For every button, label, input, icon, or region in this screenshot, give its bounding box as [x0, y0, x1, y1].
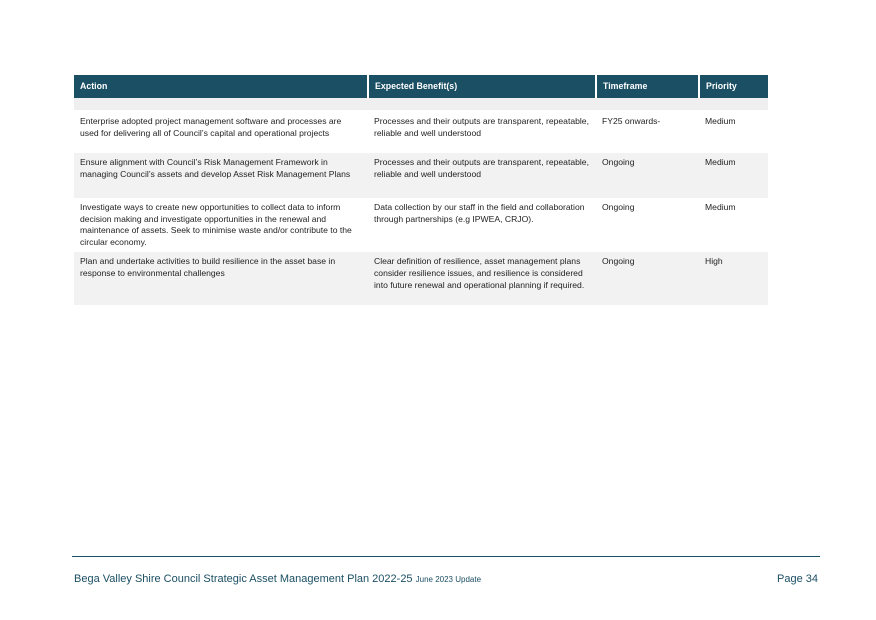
footer-title-text: Bega Valley Shire Council Strategic Asset Management Plan 2022-25: [74, 573, 413, 585]
action-cell: Plan and undertake activities to build resilience in the asset base in response to environmental challenges: [74, 252, 368, 305]
table-spacer-row: [74, 98, 768, 110]
benefit-cell: Data collection by our staff in the field and collaboration through partnerships (e.g IPWEA, CRJO).: [368, 198, 596, 252]
header-timeframe: Timeframe: [596, 75, 699, 98]
header-expected-benefits: Expected Benefit(s): [368, 75, 596, 98]
action-cell: Investigate ways to create new opportunities to collect data to inform decision making and investigate opportunities in the renewal and maintenance of assets. Seek to minimise waste and/or contribute to the circular economy.: [74, 198, 368, 252]
footer-divider: [72, 556, 820, 557]
page-number: Page 34: [777, 573, 818, 585]
table-row: [74, 252, 768, 305]
table-header-row: [74, 75, 768, 98]
priority-cell: Medium: [699, 198, 768, 252]
action-cell: Ensure alignment with Council’s Risk Management Framework in managing Council’s assets and develop Asset Risk Management Plans: [74, 153, 368, 198]
table-row: [74, 153, 768, 198]
timeframe-cell: Ongoing: [596, 252, 699, 305]
action-plan-table: [74, 75, 768, 305]
action-cell: Enterprise adopted project management software and processes are used for delivering all of Council’s capital and operational projects: [74, 110, 368, 153]
priority-cell: Medium: [699, 153, 768, 198]
timeframe-cell: Ongoing: [596, 198, 699, 252]
footer-document-title: [74, 573, 481, 585]
header-priority: Priority: [699, 75, 768, 98]
table-row: [74, 198, 768, 252]
timeframe-cell: FY25 onwards-: [596, 110, 699, 153]
header-action: Action: [74, 75, 368, 98]
priority-cell: Medium: [699, 110, 768, 153]
footer-update-note: June 2023 Update: [415, 575, 482, 584]
benefit-cell: Clear definition of resilience, asset management plans consider resilience issues, and resilience is considered into future renewal and operational planning if required.: [368, 252, 596, 305]
priority-cell: High: [699, 252, 768, 305]
benefit-cell: Processes and their outputs are transparent, repeatable, reliable and well understood: [368, 110, 596, 153]
benefit-cell: Processes and their outputs are transparent, repeatable, reliable and well understood: [368, 153, 596, 198]
timeframe-cell: Ongoing: [596, 153, 699, 198]
table-row: [74, 110, 768, 153]
